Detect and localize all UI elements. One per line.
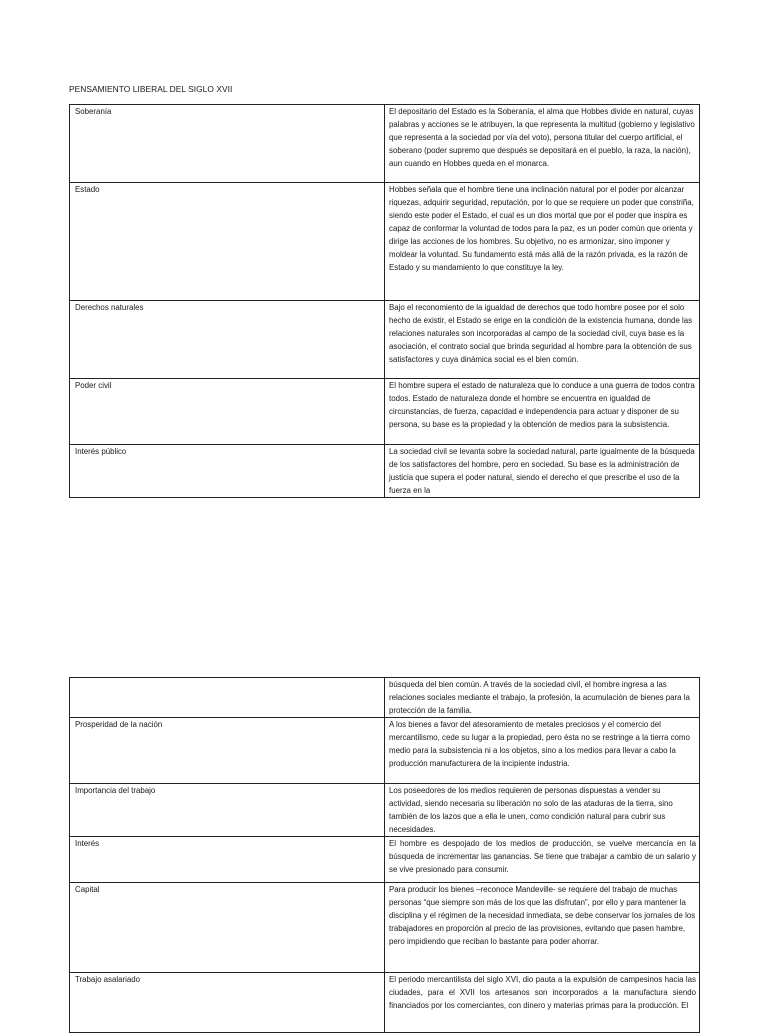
table-row-poder-civil <box>70 379 700 445</box>
description-cell: A los bienes a favor del atesoramiento de metales preciosos y el comercio del mercantilismo, cede su lugar a la propiedad, pero ésta no se restringe a la tierra como medio para la subsistencia ni a los objetos, sino a los medios para llevar a cabo la producción manufacturera de la incipiente industria. <box>385 718 700 784</box>
description-cell: El periodo mercantilista del siglo XVI, dio pauta a la expulsión de campesinos hacia las ciudades, para el XVII los artesanos son incorporados a la manufactura siendo financiados por los comerciantes, con dinero y materias primas para la producción. El <box>385 973 700 1033</box>
description-cell: búsqueda del bien común. A través de la sociedad civil, el hombre ingresa a las relaciones sociales mediante el trabajo, la profesión, la acumulación de bienes para la protección de la familia. <box>385 678 700 718</box>
description-cell: Bajo el reconomiento de la igualdad de derechos que todo hombre posee por el solo hecho de existir, el Estado se erige en la condición de la existencia humana, donde las relaciones naturales son incorporadas al campo de la sociedad civil, cuya base es la asociación, el contrato social que brinda seguridad al hombre para la obtención de sus satisfactores y cuya dinámica social es el bien común. <box>385 301 700 379</box>
term-cell: Trabajo asalariado <box>70 973 385 1033</box>
description-cell: El depositario del Estado es la Soberanía, el alma que Hobbes divide en natural, cuyas palabras y acciones se le atribuyen, la que representa la multitud (gobierno y legislativo que representa a la sociedad por vía del voto), persona titular del cuerpo artificial, el soberano (poder supremo que después se depositará en el pueblo, la raza, la nación), aun cuando en Hobbes queda en el monarca. <box>385 105 700 183</box>
description-cell: El hombre supera el estado de naturaleza que lo conduce a una guerra de todos contra todos. Estado de naturaleza donde el hombre se encuentra en igualdad de circunstancias, de fuerza, capacidad e independencia para actuar y disponer de su persona, su base es la propiedad y la obtención de medios para la subsistencia. <box>385 379 700 445</box>
term-cell: Capital <box>70 883 385 973</box>
table-row-interes-publico <box>70 445 700 498</box>
table-row-importancia-del-trabajo <box>70 784 700 837</box>
description-cell: Para producir los bienes –reconoce Mandeville- se requiere del trabajo de muchas personas “que siempre son más de los que las disfrutan”, por ello y para mantener la disciplina y el régimen de la necesidad inmediata, se debe conservar los jornales de los trabajadores en proporción al precio de las provisiones, evitando que pasen hambre, pero impidiendo que reciban lo bastante para poder ahorrar. <box>385 883 700 973</box>
concept-table-page-1 <box>69 104 700 498</box>
concept-table-page-2 <box>69 677 700 1033</box>
term-cell: Importancia del trabajo <box>70 784 385 837</box>
term-cell: Interés público <box>70 445 385 498</box>
term-cell: Derechos naturales <box>70 301 385 379</box>
table-row-interes <box>70 837 700 883</box>
term-cell: Interés <box>70 837 385 883</box>
term-cell <box>70 678 385 718</box>
table-row-derechos-naturales <box>70 301 700 379</box>
term-cell: Estado <box>70 183 385 301</box>
description-cell: La sociedad civil se levanta sobre la sociedad natural, parte igualmente de la búsqueda de los satisfactores del hombre, pero en sociedad. Su base es la administración de justicia que supera el poder natural, siendo el derecho el que prescribe el uso de la fuerza en la <box>385 445 700 498</box>
description-cell: Los poseedores de los medios requieren de personas dispuestas a vender su actividad, siendo necesaria su liberación no solo de las ataduras de la tierra, sino también de los lazos que a ella le unen, como condición natural para cubrir sus necesidades. <box>385 784 700 837</box>
table-row-capital <box>70 883 700 973</box>
table-row-continuation <box>70 678 700 718</box>
term-cell: Prosperidad de la nación <box>70 718 385 784</box>
description-cell: Hobbes señala que el hombre tiene una inclinación natural por el poder por alcanzar riquezas, adquirir seguridad, reputación, por lo que se requiere un poder que constriña, siendo este poder el Estado, el cual es un dios mortal que por el poder que inspira es capaz de conformar la voluntad de todos para la paz, es un poder común que orienta y dirige las acciones de los hombres. Su objetivo, no es armonizar, sino imponer y moldear la voluntad. Su fundamento está más allá de la razón privada, es la razón de Estado y su mandamiento lo que constituye la ley. <box>385 183 700 301</box>
term-cell: Soberanía <box>70 105 385 183</box>
document-title: PENSAMIENTO LIBERAL DEL SIGLO XVII <box>69 84 233 94</box>
term-cell: Poder civil <box>70 379 385 445</box>
table-row-estado <box>70 183 700 301</box>
description-cell: El hombre es despojado de los medios de producción, se vuelve mercancía en la búsqueda de incrementar las ganancias. Se tiene que trabajar a cambio de un salario y se vive presionado para consumir. <box>385 837 700 883</box>
table-row-prosperidad-de-la-nacion <box>70 718 700 784</box>
table-row-soberania <box>70 105 700 183</box>
